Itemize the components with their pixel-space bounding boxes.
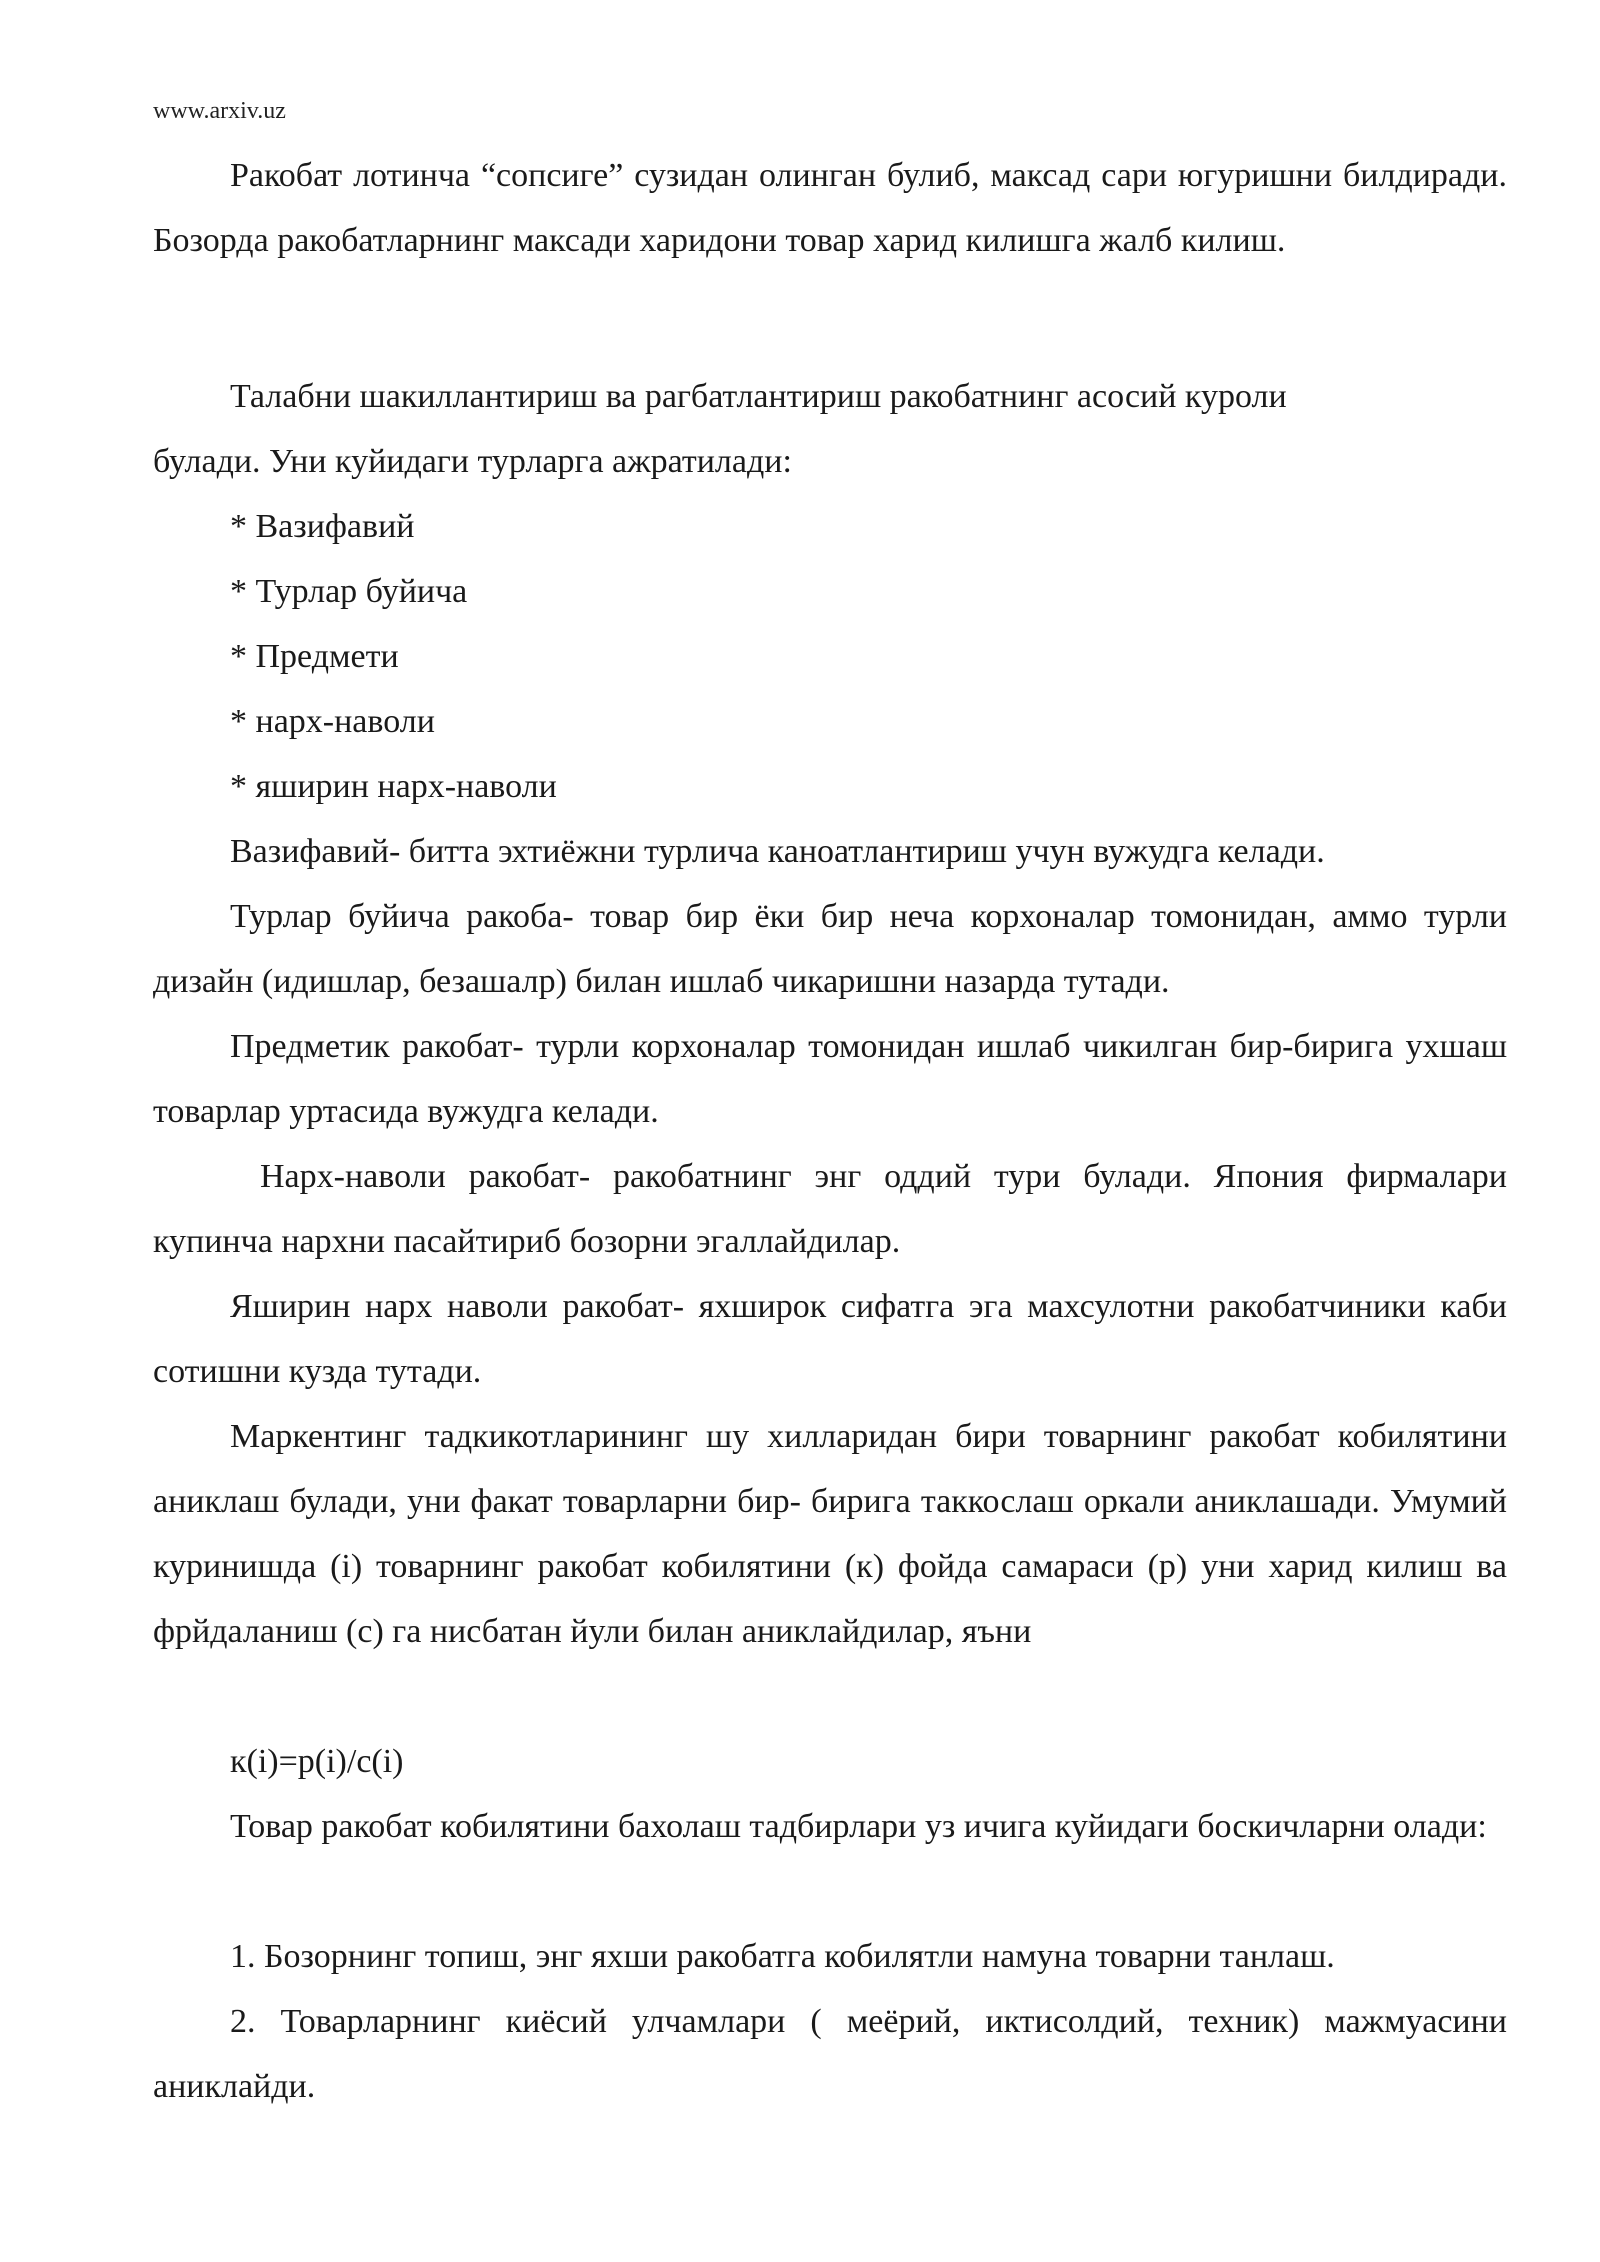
paragraph-hidden-price: Яширин нарх наволи ракобат- яхширок сифатга эга махсулотни ракобатчиники каби сотишни кузда тутади. <box>153 1288 1507 1390</box>
step-2: 2. Товарларнинг киёсий улчамлари ( меёрий, иктисолдий, техник) мажмуасини аниклайди. <box>153 2003 1507 2105</box>
list-item: * Предмети <box>230 638 399 675</box>
paragraph-types: Турлар буйича ракоба- товар бир ёки бир неча корхоналар томонидан, аммо турли дизайн (идишлар, безашалр) билан ишлаб чикаришни назарда тутади. <box>153 898 1507 1000</box>
formula: к(i)=р(i)/с(i) <box>230 1743 404 1780</box>
paragraph-price: Нарх-наволи ракобат- ракобатнинг энг оддий тури булади. Япония фирмалари купинча нархни пасайтириб бозорни эгаллайдилар. <box>153 1158 1507 1260</box>
list-item: * яширин нарх-наволи <box>230 768 557 805</box>
paragraph-subject: Предметик ракобат- турли корхоналар томонидан ишлаб чикилган бир-бирига ухшаш товарлар уртасида вужудга келади. <box>153 1028 1507 1130</box>
paragraph-demand-line2: булади. Уни куйидаги турларга ажратилади: <box>153 443 792 480</box>
list-item: * нарх-наволи <box>230 703 435 740</box>
step-1: 1. Бозорнинг топиш, энг яхши ракобатга кобилятли намуна товарни танлаш. <box>230 1938 1335 1975</box>
paragraph-functional: Вазифавий- битта эхтиёжни турлича каноатлантириш учун вужудга келади. <box>230 833 1325 870</box>
list-item: * Вазифавий <box>230 508 415 545</box>
paragraph-competition-definition: Ракобат лотинча “сопсиге” сузидан олинган булиб, максад сари югуришни билдиради. Бозорда ракобатларнинг максади харидони товар харид килишга жалб килиш. <box>153 157 1507 259</box>
list-item: * Турлар буйича <box>230 573 468 610</box>
paragraph-assessment: Товар ракобат кобилятини бахолаш тадбирлари уз ичига куйидаги боскичларни олади: <box>230 1808 1487 1845</box>
paragraph-marketing: Маркентинг тадкикотларининг шу хилларидан бири товарнинг ракобат кобилятини аниклаш булади, уни факат товарларни бир- бирига таккослаш оркали аниклашади. Умумий куринишда (i) товарнинг ракобат кобилятини (к) фойда самараси (р) уни харид килиш ва фрйдаланиш (с) га нисбатан йули билан аниклайдилар, яъни <box>153 1418 1507 1650</box>
header-url: www.arxiv.uz <box>153 98 286 124</box>
paragraph-demand-line1: Талабни шакиллантириш ва рагбатлантириш ракобатнинг асосий куроли <box>230 378 1287 415</box>
